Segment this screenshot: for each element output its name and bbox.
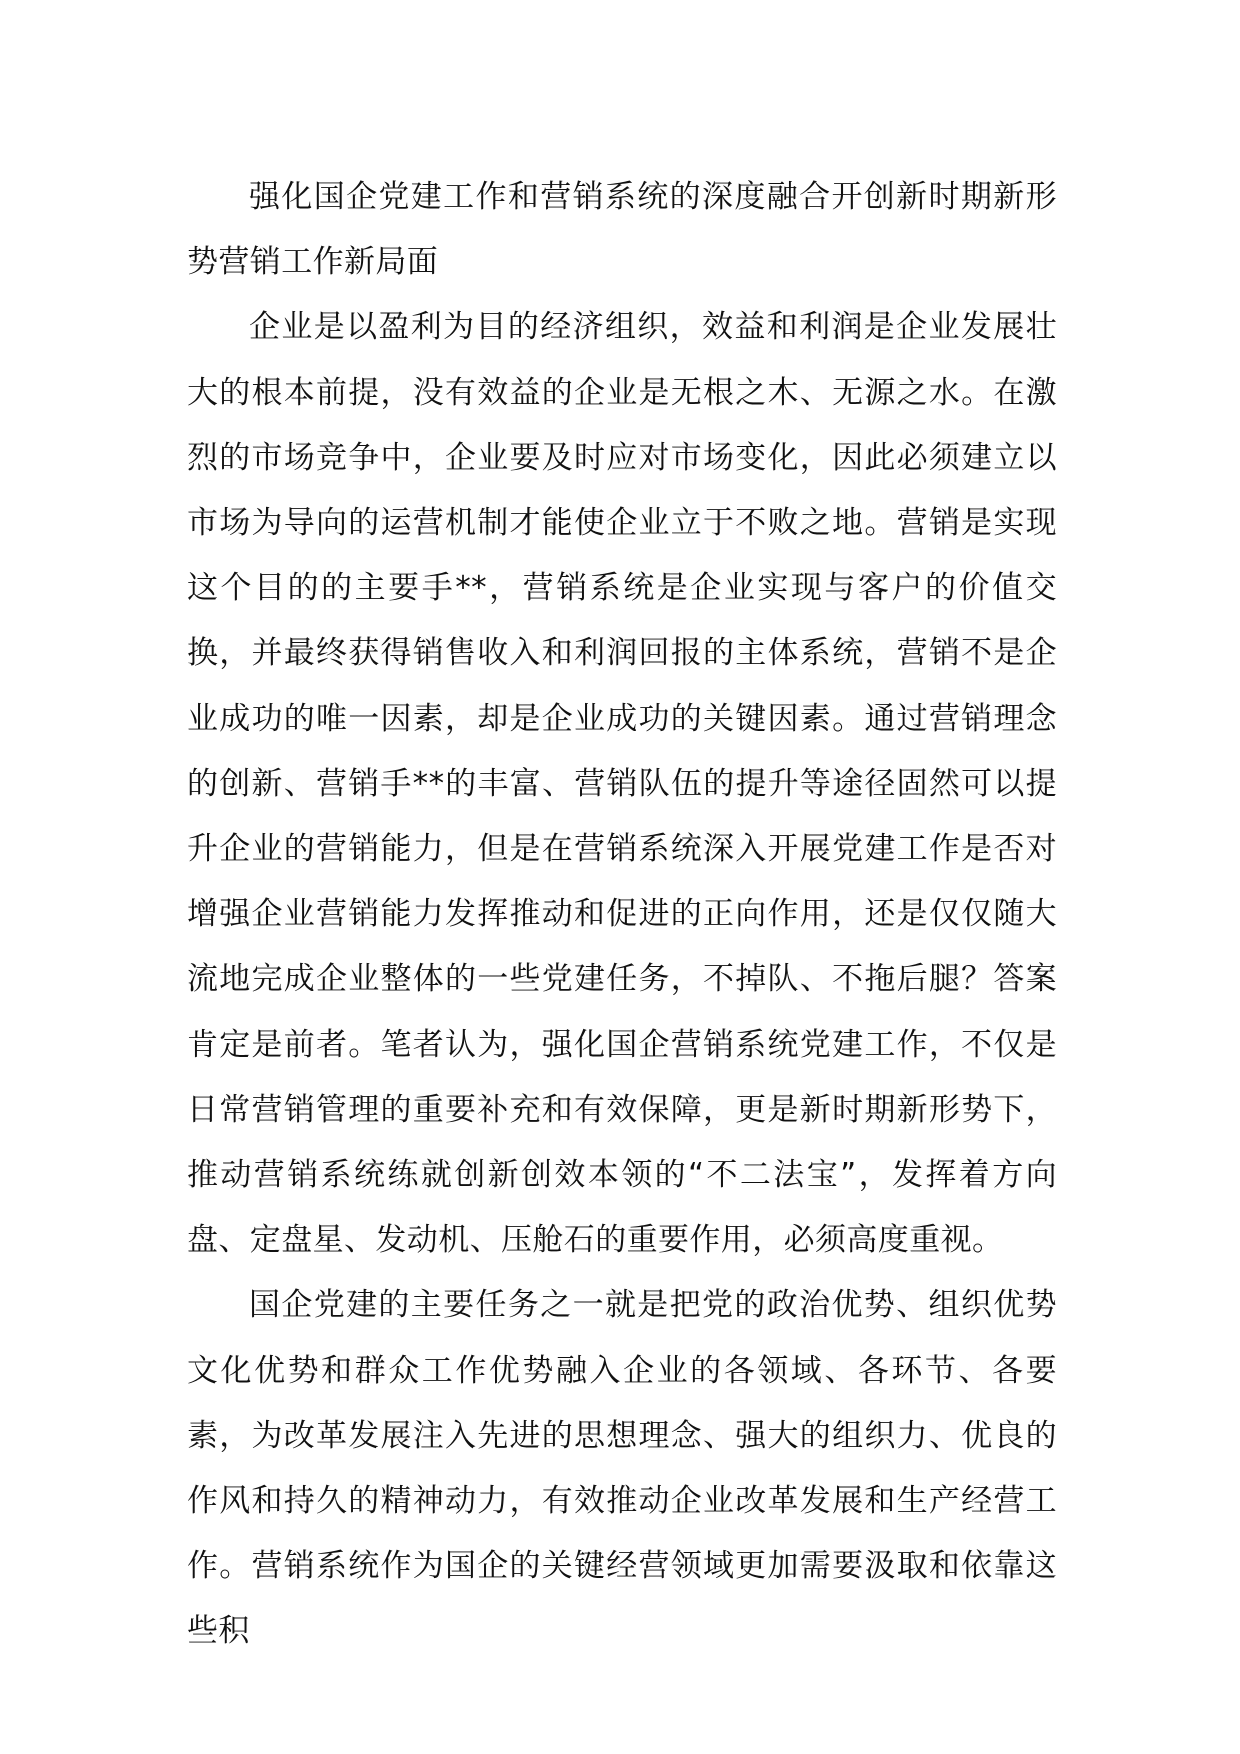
document-title: 强化国企党建工作和营销系统的深度融合开创新时期新形势营销工作新局面 <box>187 179 1057 281</box>
paragraph-2: 国企党建的主要任务之一就是把党的政治优势、组织优势文化优势和群众工作优势融入企业的各领域、各环节、各要素，为改革发展注入先进的思想理念、强大的组织力、优良的作风和持久的精神动力，有效推动企业改革发展和生产经营工作。营销系统作为国企的关键经营领域更加需要汲取和依靠这些积 <box>187 1287 1057 1650</box>
document-body <box>187 165 1057 1665</box>
paragraph-1: 企业是以盈利为目的经济组织，效益和利润是企业发展壮大的根本前提，没有效益的企业是无根之木、无源之水。在激烈的市场竞争中，企业要及时应对市场变化，因此必须建立以市场为导向的运营机制才能使企业立于不败之地。营销是实现这个目的的主要手**，营销系统是企业实现与客户的价值交换，并最终获得销售收入和利润回报的主体系统，营销不是企业成功的唯一因素，却是企业成功的关键因素。通过营销理念的创新、营销手**的丰富、营销队伍的提升等途径固然可以提升企业的营销能力，但是在营销系统深入开展党建工作是否对增强企业营销能力发挥推动和促进的正向作用，还是仅仅随大流地完成企业整体的一些党建任务，不掉队、不拖后腿？答案肯定是前者。笔者认为，强化国企营销系统党建工作，不仅是日常营销管理的重要补充和有效保障，更是新时期新形势下，推动营销系统练就创新创效本领的“不二法宝”，发挥着方向盘、定盘星、发动机、压舱石的重要作用，必须高度重视。 <box>187 309 1057 1259</box>
